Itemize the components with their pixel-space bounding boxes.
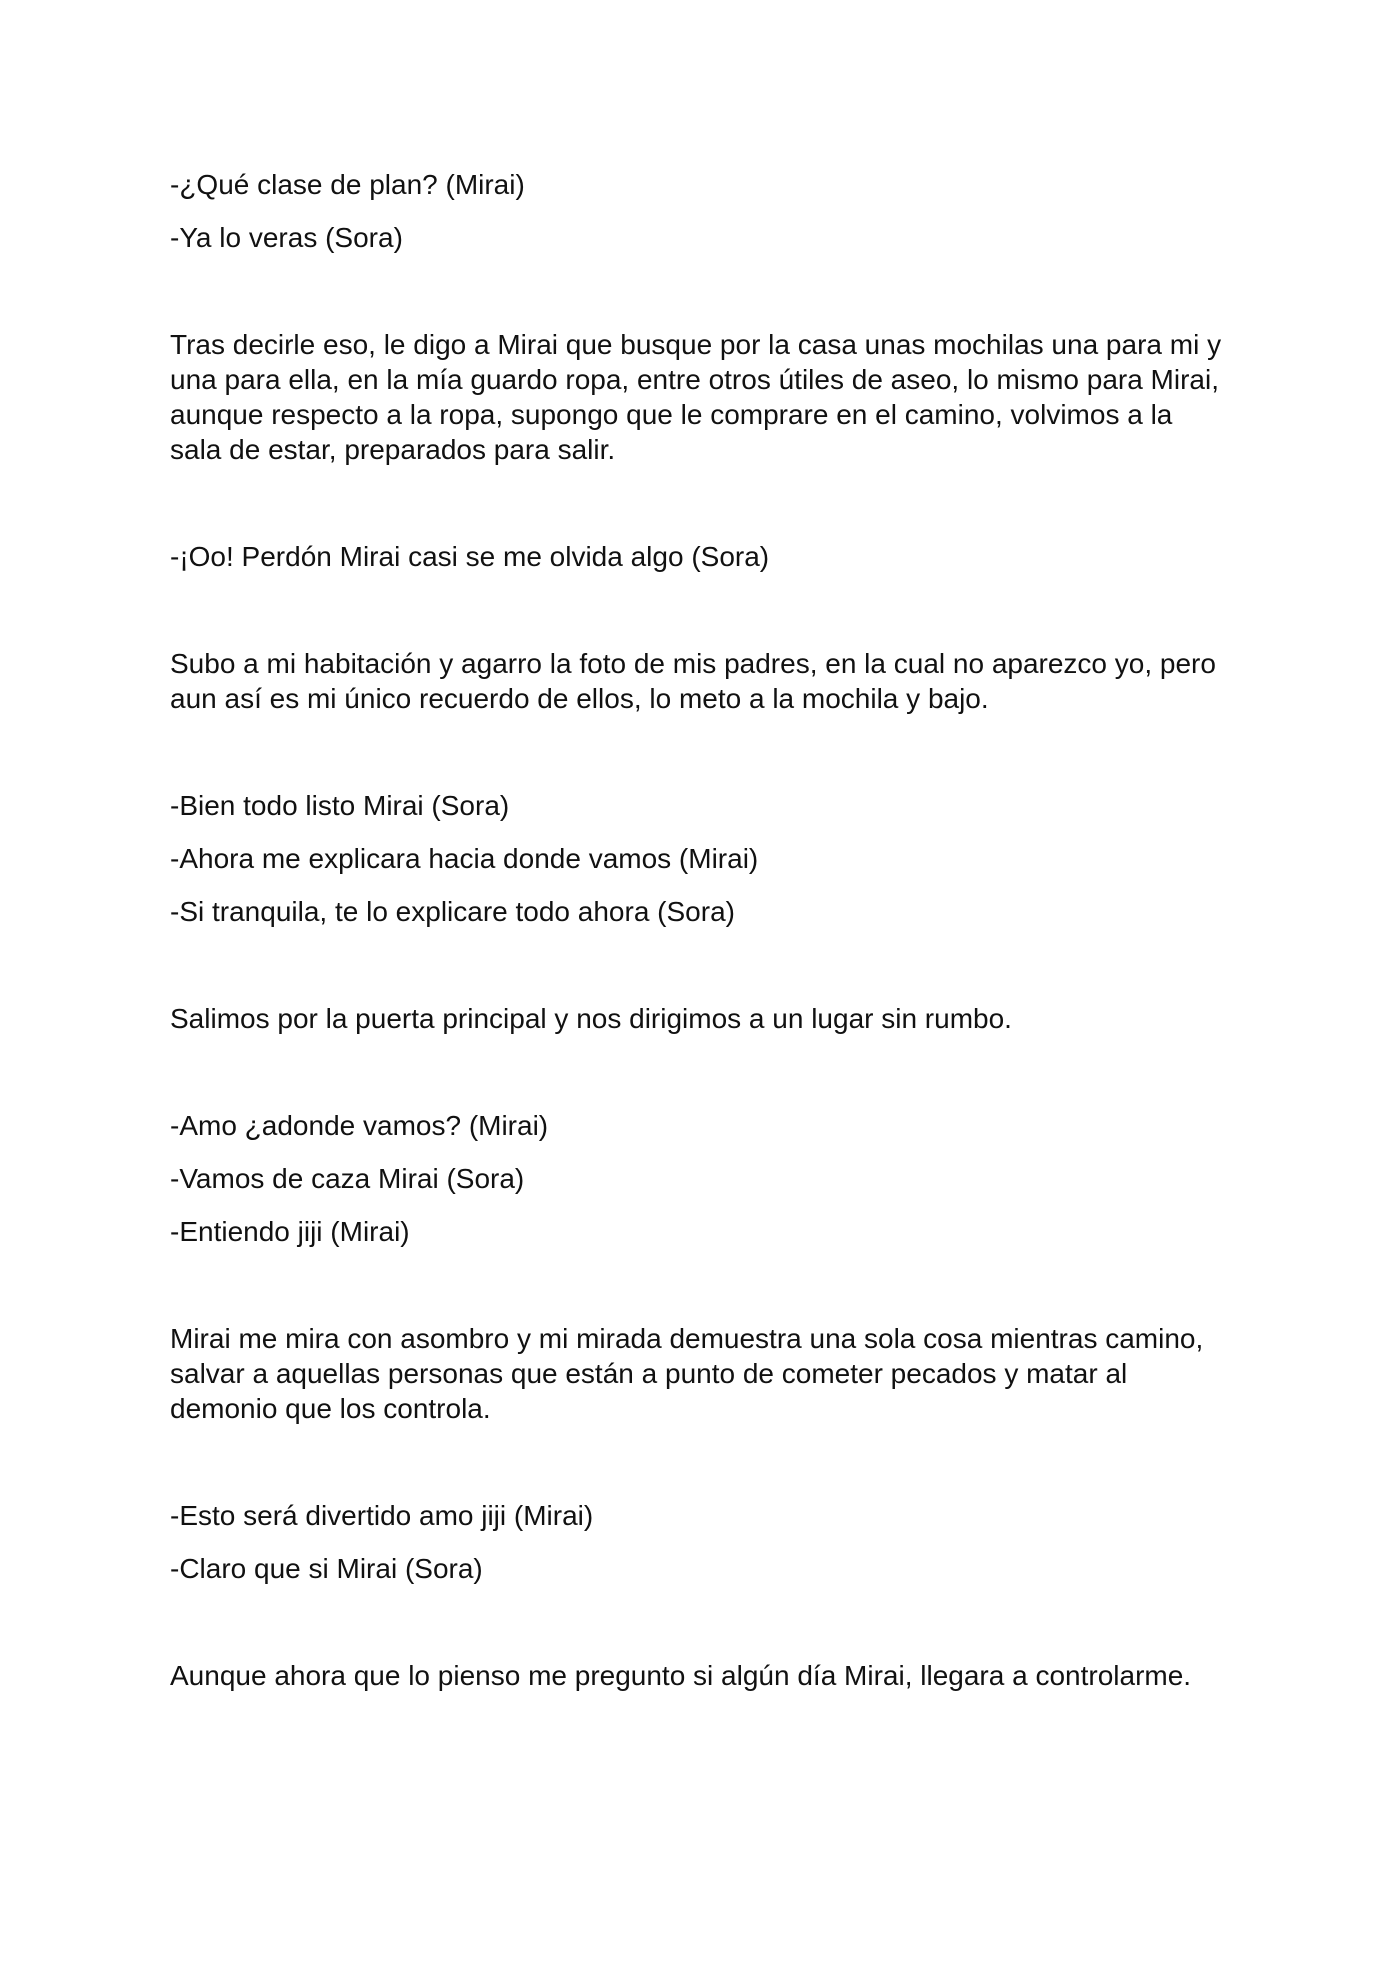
- dialogue-line: -Si tranquila, te lo explicare todo ahora (Sora): [170, 896, 735, 927]
- document-body: [170, 167, 1240, 1693]
- paragraph-line: Tras decirle eso, le digo a Mirai que busque por la casa unas mochilas una para mi y: [170, 329, 1222, 360]
- dialogue-block: [170, 788, 1240, 929]
- paragraph-line: aun así es mi único recuerdo de ellos, lo meto a la mochila y bajo.: [170, 683, 989, 714]
- dialogue-line: -Entiendo jiji (Mirai): [170, 1216, 410, 1247]
- dialogue-line: -Claro que si Mirai (Sora): [170, 1553, 483, 1584]
- paragraph-line: salvar a aquellas personas que están a punto de cometer pecados y matar al: [170, 1358, 1128, 1389]
- dialogue-line: -Amo ¿adonde vamos? (Mirai): [170, 1110, 549, 1141]
- paragraph-line: Aunque ahora que lo pienso me pregunto si algún día Mirai, llegara a controlarme.: [170, 1660, 1192, 1691]
- dialogue-line: -¿Qué clase de plan? (Mirai): [170, 169, 525, 200]
- narration-paragraph: [170, 1001, 1240, 1036]
- narration-paragraph: [170, 1321, 1240, 1426]
- narration-paragraph: [170, 1658, 1240, 1693]
- dialogue-block: [170, 1108, 1240, 1249]
- dialogue-line: -Ahora me explicara hacia donde vamos (Mirai): [170, 843, 759, 874]
- paragraph-line: Subo a mi habitación y agarro la foto de mis padres, en la cual no aparezco yo, pero: [170, 648, 1216, 679]
- dialogue-block: [170, 167, 1240, 255]
- dialogue-line: -¡Oo! Perdón Mirai casi se me olvida algo (Sora): [170, 541, 770, 572]
- paragraph-line: Salimos por la puerta principal y nos dirigimos a un lugar sin rumbo.: [170, 1003, 1012, 1034]
- paragraph-line: demonio que los controla.: [170, 1393, 491, 1424]
- paragraph-line: sala de estar, preparados para salir.: [170, 434, 616, 465]
- narration-paragraph: [170, 327, 1240, 467]
- dialogue-line: -Bien todo listo Mirai (Sora): [170, 790, 510, 821]
- narration-paragraph: [170, 646, 1240, 716]
- dialogue-block: [170, 1498, 1240, 1586]
- paragraph-line: una para ella, en la mía guardo ropa, entre otros útiles de aseo, lo mismo para Mirai,: [170, 364, 1220, 395]
- paragraph-line: aunque respecto a la ropa, supongo que le comprare en el camino, volvimos a la: [170, 399, 1173, 430]
- dialogue-line: -Ya lo veras (Sora): [170, 222, 403, 253]
- paragraph-line: Mirai me mira con asombro y mi mirada demuestra una sola cosa mientras camino,: [170, 1323, 1204, 1354]
- dialogue-block: [170, 539, 1240, 574]
- dialogue-line: -Vamos de caza Mirai (Sora): [170, 1163, 525, 1194]
- dialogue-line: -Esto será divertido amo jiji (Mirai): [170, 1500, 594, 1531]
